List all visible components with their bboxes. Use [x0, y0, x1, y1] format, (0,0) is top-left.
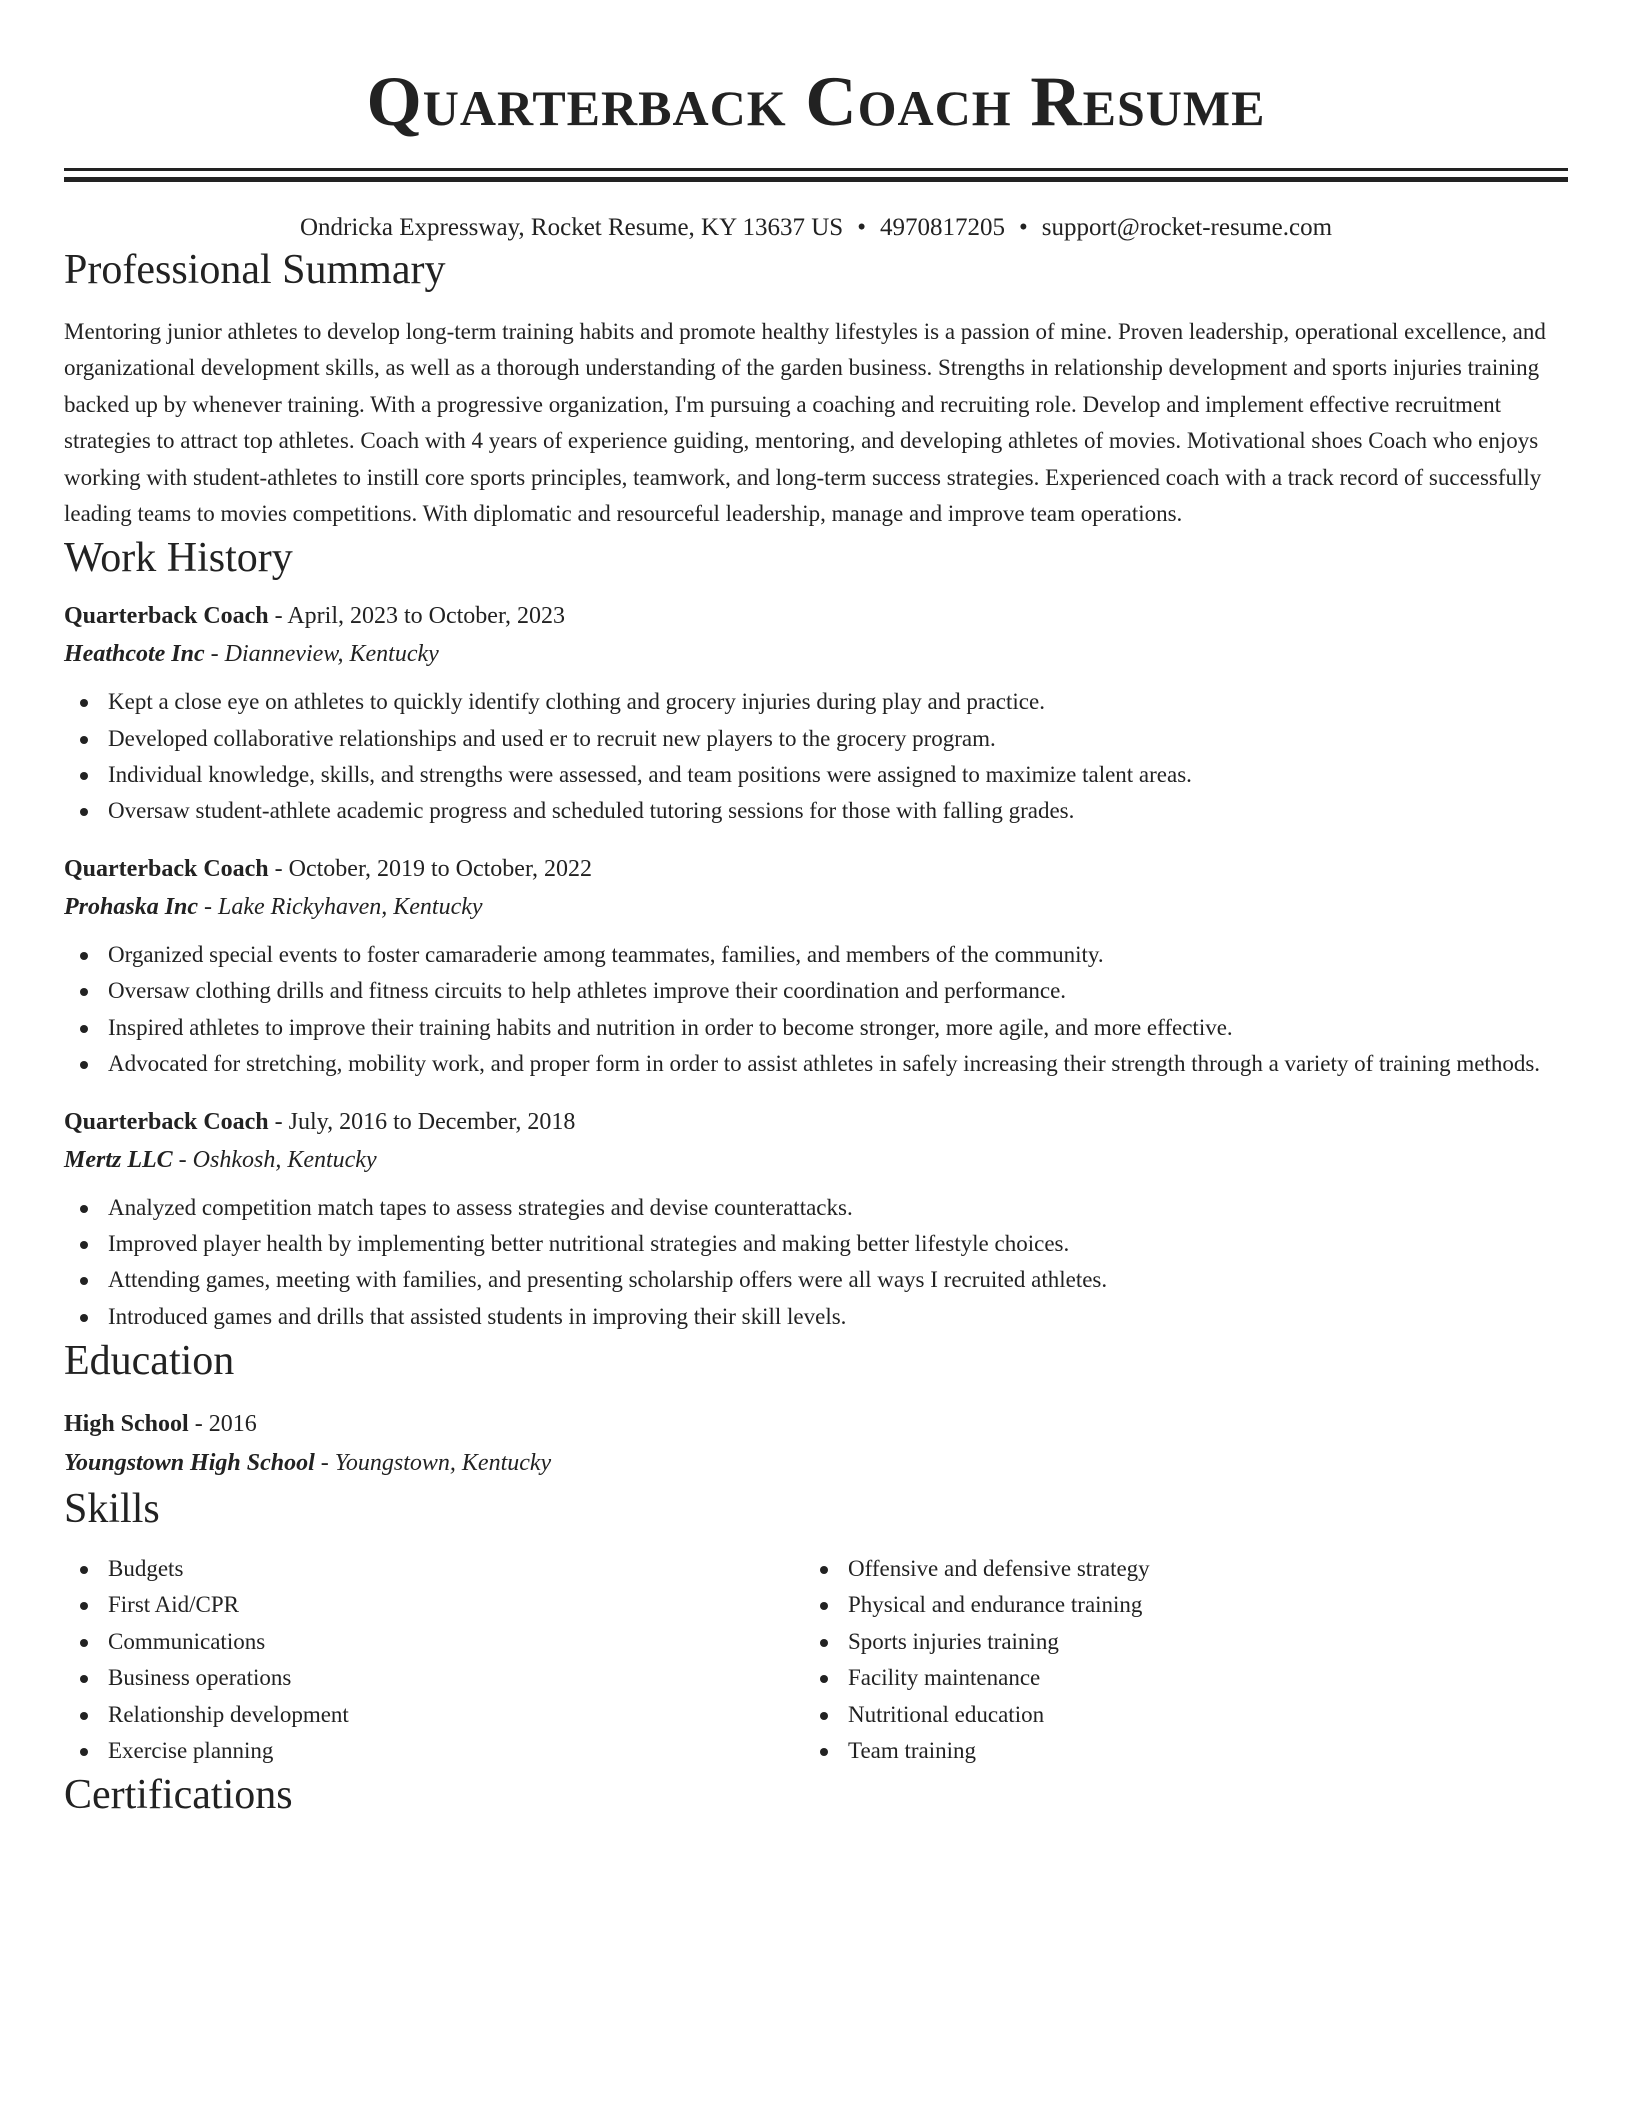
job-company: Heathcote Inc	[64, 641, 205, 668]
job-bullet: Organized special events to foster camaraderie among teammates, families, and members of the community.	[64, 937, 1568, 973]
job-company-line	[64, 634, 1568, 674]
contact-separator: •	[1018, 214, 1028, 241]
skill-item: Exercise planning	[64, 1733, 804, 1769]
job-bullet: Inspired athletes to improve their training habits and nutrition in order to become stronger, more agile, and more effective.	[64, 1010, 1568, 1046]
summary-text: Mentoring junior athletes to develop long-term training habits and promote healthy lifestyles is a passion of mine. Proven leadership, operational excellence, and organizational development skills, as well as a thorough understanding of the garden business. Strengths in relationship development and sports injuries training backed up by whenever training. With a progressive organization, I'm pursuing a coaching and recruiting role. Develop and implement effective recruitment strategies to attract top athletes. Coach with 4 years of experience guiding, mentoring, and developing athletes of movies. Motivational shoes Coach who enjoys working with student-athletes to instill core sports principles, teamwork, and long-term success strategies. Experienced coach with a track record of successfully leading teams to movies competitions. With diplomatic and resourceful leadership, manage and improve team operations.	[64, 319, 1546, 527]
certifications-heading: Certifications	[64, 1772, 293, 1819]
job-bullet: Advocated for stretching, mobility work, and proper form in order to assist athletes in safely increasing their strength through a variety of training methods.	[64, 1046, 1568, 1082]
job-bullet: Individual knowledge, skills, and strengths were assessed, and team positions were assigned to maximize talent areas.	[64, 757, 1568, 793]
contact-line	[64, 212, 1568, 244]
skill-item: Communications	[64, 1624, 804, 1660]
job-entry	[64, 1104, 1568, 1335]
job-bullet: Attending games, meeting with families, and presenting scholarship offers were all ways I recruited athletes.	[64, 1262, 1568, 1298]
job-bullet: Analyzed competition match tapes to assess strategies and devise counterattacks.	[64, 1190, 1568, 1226]
job-location: - Oshkosh, Kentucky	[172, 1147, 377, 1174]
job-location: - Dianneview, Kentucky	[204, 641, 439, 668]
job-dates: - October, 2019 to October, 2022	[268, 856, 592, 883]
job-bullet: Oversaw student-athlete academic progress and scheduled tutoring sessions for those with falling grades.	[64, 793, 1568, 829]
skill-item: Nutritional education	[804, 1697, 1544, 1733]
job-bullet: Developed collaborative relationships and used er to recruit new players to the grocery program.	[64, 721, 1568, 757]
job-role: Quarterback Coach	[64, 1109, 269, 1136]
work-history-heading: Work History	[64, 535, 293, 582]
job-company-line	[64, 887, 1568, 927]
skill-item: Budgets	[64, 1551, 804, 1587]
education-year: - 2016	[188, 1410, 257, 1437]
skills-right-column	[804, 1551, 1544, 1769]
contact-address: Ondricka Expressway, Rocket Resume, KY 13637 US	[299, 214, 844, 241]
education-heading: Education	[64, 1337, 235, 1384]
job-title-line	[64, 1104, 1568, 1140]
skill-item: Physical and endurance training	[804, 1587, 1544, 1623]
title-rule-thick	[64, 177, 1568, 182]
job-company: Mertz LLC	[64, 1147, 173, 1174]
education-degree: High School	[64, 1410, 189, 1437]
contact-email: support@rocket-resume.com	[1041, 214, 1333, 241]
education-degree-line	[64, 1405, 1568, 1443]
job-bullet: Improved player health by implementing better nutritional strategies and making better lifestyle choices.	[64, 1226, 1568, 1262]
title-rule-thin	[64, 168, 1568, 171]
resume-page	[64, 0, 1568, 1821]
resume-title: Quarterback Coach Resume	[366, 63, 1266, 141]
education-location: - Youngstown, Kentucky	[314, 1449, 552, 1476]
contact-phone: 4970817205	[879, 214, 1005, 241]
job-entry	[64, 598, 1568, 829]
skill-item: Team training	[804, 1733, 1544, 1769]
job-role: Quarterback Coach	[64, 856, 269, 883]
job-role: Quarterback Coach	[64, 603, 269, 630]
skills-columns	[64, 1551, 1568, 1769]
skill-item: Sports injuries training	[804, 1624, 1544, 1660]
job-bullet: Oversaw clothing drills and fitness circuits to help athletes improve their coordination and performance.	[64, 973, 1568, 1009]
education-school-line	[64, 1443, 1568, 1483]
skill-item: Business operations	[64, 1660, 804, 1696]
job-title-line	[64, 851, 1568, 887]
skill-item: Offensive and defensive strategy	[804, 1551, 1544, 1587]
job-bullets	[64, 1190, 1568, 1335]
job-title-line	[64, 598, 1568, 634]
summary-heading: Professional Summary	[64, 247, 446, 293]
skill-item: Relationship development	[64, 1697, 804, 1733]
education-school: Youngstown High School	[64, 1449, 315, 1476]
skills-left-column	[64, 1551, 804, 1769]
job-dates: - July, 2016 to December, 2018	[268, 1109, 576, 1136]
job-dates: - April, 2023 to October, 2023	[268, 603, 565, 630]
job-bullet: Kept a close eye on athletes to quickly identify clothing and grocery injuries during play and practice.	[64, 684, 1568, 720]
job-bullet: Introduced games and drills that assisted students in improving their skill levels.	[64, 1299, 1568, 1335]
job-company-line	[64, 1140, 1568, 1180]
job-entry	[64, 851, 1568, 1082]
job-location: - Lake Rickyhaven, Kentucky	[198, 894, 483, 921]
skills-heading: Skills	[64, 1485, 160, 1532]
job-bullets	[64, 937, 1568, 1082]
contact-separator: •	[857, 214, 866, 241]
job-company: Prohaska Inc	[64, 894, 199, 921]
skill-item: First Aid/CPR	[64, 1587, 804, 1623]
skill-item: Facility maintenance	[804, 1660, 1544, 1696]
job-bullets	[64, 684, 1568, 829]
